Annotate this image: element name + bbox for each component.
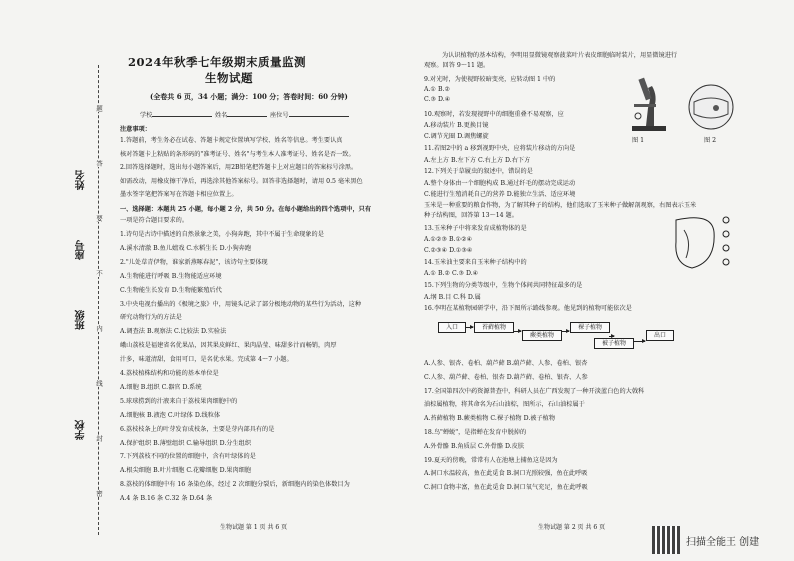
- text-line: 2."儿处草青伊物，谁家新燕啄春泥"，该诗句主要体现: [120, 258, 268, 266]
- text-line: A.外骨骼 B.角质层 C.外骨骼 D.皮肤: [424, 442, 525, 450]
- field-of-view: [689, 85, 733, 129]
- seal-label: 封: [95, 435, 103, 442]
- text-line: 如需改动，用橡皮擦干净后，再选涂其他答案标号。回答非选择题时，请用 0.5 毫米黑色: [120, 177, 363, 185]
- route-stop: 被子植物: [594, 338, 634, 349]
- text-line: A.保护组织 B.薄壁组织 C.输导组织 D.分生组织: [120, 439, 252, 447]
- seal-label: 题: [95, 105, 103, 112]
- footer-right: 生物试题 第 2 页 共 6 页: [538, 524, 606, 531]
- text-line: 9.对光时，为使视野较暗变亮，应转动图 1 中的: [424, 76, 556, 83]
- intro-text: 为认识植物的基本结构，李明用显微镜观察菠菜叶片表皮细胞临时装片，用显微镜进行: [442, 52, 678, 59]
- text-line: A.整个身体由一个细胞构成 B.通过纤毛的摆动完成运动: [424, 180, 576, 187]
- text-line: 12.下列关于草履虫的叙述中，错误的是: [424, 168, 533, 175]
- text-line: A.① B.②: [424, 86, 451, 93]
- seal-label: 不: [95, 270, 103, 277]
- text-line: 18.鸟"蝉蜕"，是指蝉在发育中脱掉的: [424, 429, 527, 436]
- side-field-class: 班级: [76, 310, 87, 330]
- text-line: 峨山荔枝是福建省名优果品，因其果皮鲜红、果肉晶莹、味甜多汁而畅销，肉厚: [120, 342, 337, 350]
- intro-text-2: 观察。回答 9～11 题。: [424, 62, 490, 69]
- text-line: A.① B.② C.③ D.④: [424, 270, 479, 277]
- text-line: A.纲 B.目 C.科 D.属: [424, 294, 481, 301]
- field-name: 姓名: [215, 112, 267, 119]
- microscope-figure: [622, 74, 682, 134]
- seal-label: 内: [95, 325, 103, 332]
- corn-seed-figure: [664, 212, 734, 272]
- figure-2-label: 图 2: [704, 137, 717, 144]
- route-arrow: [465, 327, 473, 328]
- exam-subtitle: 生物试题: [205, 71, 253, 85]
- text-line: 13.玉米种子中将来发育成植物体的是: [424, 225, 527, 232]
- route-stop: 苔藓植物: [474, 322, 514, 333]
- text-line: A.溪水清澈 B.鱼儿嬉戏 C.水稻生长 D.小狗奔跑: [120, 244, 252, 252]
- text-line: C.生物能生长发育 D.生物能繁殖后代: [120, 286, 222, 294]
- text-line: A.移动装片 B.更换目镜: [424, 122, 489, 129]
- text-line: 4.荔枝植株结构和功能的基本单位是: [120, 370, 219, 377]
- text-line: A.根尖细胞 B.叶片细胞 C.花瓣细胞 D.果肉细胞: [120, 467, 252, 475]
- text-line: A.4 条 B.16 条 C.32 条 D.64 条: [120, 495, 213, 503]
- text-line: C.调节光圈 D.调焦螺旋: [424, 133, 489, 140]
- label-2: [723, 231, 729, 237]
- label-3: [723, 245, 729, 251]
- text-line: 6.荔枝枝条上的叶芽发育成枝条，主要是芽内部具有的是: [120, 425, 275, 433]
- microscope-mirror: [635, 113, 641, 119]
- route-stop: 裸子植物: [570, 322, 610, 333]
- text-line: 17.全国第四次中药资源普查中，科研人员在广西发现了一种开淡蓝白色的大戟科: [424, 387, 645, 395]
- label-4: [723, 259, 729, 265]
- right-page: [418, 0, 794, 561]
- text-line: 19.夏天的傍晚，常常有人在池塘上捕鱼这是因为: [424, 456, 558, 464]
- seal-label: 答: [95, 160, 103, 167]
- text-line: C.能进行生殖消耗自己的营养 D.能独立生活、适应环境: [424, 191, 576, 198]
- field-school: 学校: [140, 112, 212, 119]
- text-line: 墨水签字笔把答案写在答题卡相应位置上。: [120, 191, 238, 198]
- cell-figure: [686, 82, 736, 132]
- text-line: C.洞口食物丰富，鱼在此觅食 D.洞口氧气充足，鱼在此呼吸: [424, 484, 588, 492]
- text-line: A.调查法 B.观察法 C.比较法 D.实验法: [120, 328, 227, 336]
- seal-line: [98, 65, 99, 535]
- figure-1-label: 图 1: [632, 137, 645, 144]
- field-seat: 座位号: [270, 112, 349, 119]
- text-line: A.①②③ B.①②④: [424, 236, 473, 243]
- side-field-name: 姓名: [76, 170, 87, 190]
- text-line: C.②③④ D.①③④: [424, 247, 473, 254]
- side-field-school: 学校: [76, 420, 87, 440]
- route-stop: 入口: [438, 322, 466, 333]
- qr-code: [652, 526, 680, 554]
- text-line: A.细胞 B.组织 C.器官 D.系统: [120, 383, 202, 391]
- text-line: 1.答题前，考生务必在试卷、答题卡规定位置填写学校、姓名等信息。考生要认真: [120, 137, 343, 144]
- route-arrow: [609, 336, 614, 337]
- text-line: 油棕属植物，将其命名为石山油棕，图所示，石山油棕属于: [424, 401, 585, 409]
- footer-left: 生物试题 第 1 页 共 6 页: [220, 524, 288, 531]
- notes-header: 注意事项：: [120, 126, 151, 133]
- label-1: [723, 217, 729, 223]
- text-line: 8.荔枝的体细胞中有 16 条染色体，经过 2 次细胞分裂后，新细胞内的染色体数目为: [120, 481, 350, 489]
- text-line: 11.若图2中的 a 移到视野中央，应将装片移动的方向是: [424, 145, 576, 152]
- route-arrow: [633, 341, 645, 342]
- text-line: 核对答题卡上粘贴的条形码的"准考证号、姓名"与考生本人准考证号、姓名是否一致。: [120, 150, 355, 158]
- text-line: 2.回答选择题时，选出每小题答案后，用2B铅笔把答题卡上对应题目的答案标号涂黑。: [120, 164, 358, 171]
- text-line: A.苔藓植物 B.蕨类植物 C.裸子植物 D.被子植物: [424, 415, 556, 423]
- text-line: 14.玉米油主要来自玉米种子结构中的: [424, 259, 527, 266]
- scanner-watermark: 扫描全能王 创建: [686, 537, 760, 548]
- cell-a: [713, 105, 719, 111]
- microscope-base: [632, 126, 666, 131]
- microscope-stage: [634, 104, 656, 107]
- text-line: A.细胞核 B.液泡 C.叶绿体 D.线粒体: [120, 411, 221, 419]
- text-line: A.生物能进行呼吸 B.生物能适应环境: [120, 272, 222, 280]
- seal-label: 要: [95, 215, 103, 222]
- text-line: C.人参、葫芦藓、卷柏、银杏 D.葫芦藓、卷柏、银杏、人参: [424, 373, 588, 381]
- text-line: 研究动物行为的方法是: [120, 314, 182, 322]
- text-line: A.左上方 B.左下方 C.右上方 D.右下方: [424, 157, 531, 164]
- exam-info: (全卷共 6 页，34 小题；满分：100 分；答卷时间：60 分钟): [150, 92, 348, 101]
- text-line: 16.李明在某植物园研学中，沿下图所示路线参观。他见到的植物可能依次是: [424, 305, 632, 312]
- seal-label: 密: [95, 490, 103, 497]
- seed-outline: [676, 218, 714, 268]
- text-line: 1.诗句是古诗中描述的自然景象之美，小狗奔跑，其中不属于生命现象的是: [120, 231, 324, 238]
- text-line: 3.中央电视台播出的《极境之旅》中，用镜头记录了部分极地动物的某些行为活动，这种: [120, 300, 362, 308]
- route-stop: 蕨类植物: [522, 330, 562, 341]
- text-line: 种子结构图，回答第 13～14 题。: [424, 212, 518, 219]
- text-line: A.人参、银杏、卷柏、葫芦藓 B.葫芦藓、人参、卷柏、银杏: [424, 360, 588, 367]
- route-arrow: [513, 331, 521, 332]
- text-line: C.③ D.④: [424, 96, 451, 103]
- route-arrow: [561, 331, 569, 332]
- route-stop: 出口: [646, 330, 674, 341]
- exam-title: 2024年秋季七年级期末质量监测: [128, 55, 307, 69]
- text-line: 玉米是一种重要的粮食作物，为了解其种子的结构，他们选取了玉米种子做解剖观察，右图表示玉米: [424, 202, 697, 209]
- seal-label: 线: [95, 380, 103, 387]
- text-line: 汁多，味道清甜，食用可口，是名优水果。完成第 4～7 小题。: [120, 356, 293, 364]
- text-line: 5.球球捞到的汁液来自于荔枝果肉细胞中的: [120, 397, 238, 405]
- text-line: 15.下列生物的分类等级中，生物个体间共同特征最多的是: [424, 282, 583, 289]
- embryo-line: [684, 230, 689, 258]
- side-field-seat: 座号: [76, 240, 87, 260]
- text-line: 10.观察时，若发现视野中的细胞重叠不易观察，应: [424, 111, 564, 118]
- text-line: 一、选择题：本题共 25 小题，每小题 2 分，共 50 分。在每小题给出的四个选项中，只有: [120, 206, 372, 213]
- text-line: A.洞口水温较高，鱼在此觅食 B.洞口光照较强，鱼在此呼吸: [424, 470, 588, 478]
- text-line: 7.下列荔枝不同的位置的细胞中，含有叶绿体的是: [120, 453, 256, 461]
- text-line: 一项是符合题目要求的。: [120, 217, 189, 224]
